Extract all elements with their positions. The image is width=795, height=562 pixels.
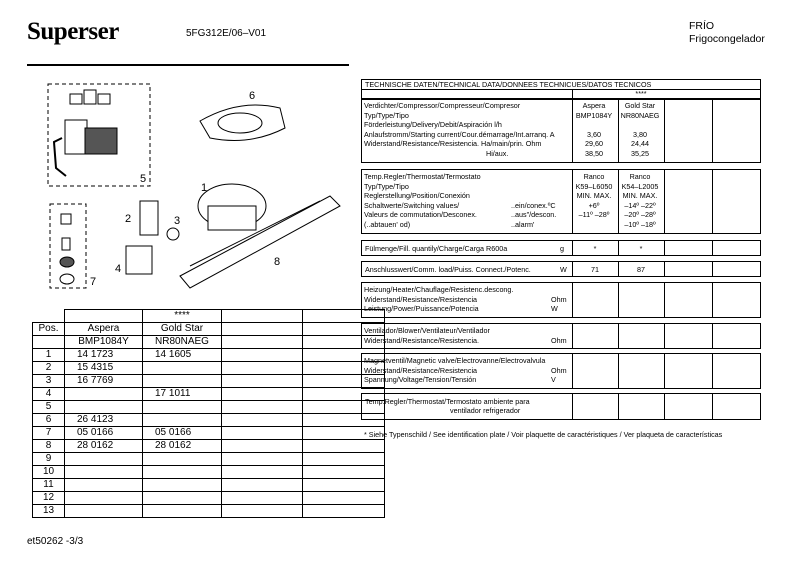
empty-cell	[303, 492, 385, 505]
empty-cell	[222, 375, 303, 388]
pos-header: Pos.	[33, 323, 65, 336]
empty-cell	[222, 414, 303, 427]
relay-part	[65, 120, 87, 154]
label-3: 3	[174, 215, 181, 227]
fill-unit: g	[560, 244, 564, 253]
tech-fill-box	[361, 240, 761, 256]
compressor-label: Hi/aux.	[486, 149, 509, 158]
thermostat-value-b: Ranco	[629, 172, 651, 181]
label-8: 8	[274, 256, 281, 268]
valve-label: Widerstand/Resistance/Resistencia	[364, 365, 478, 375]
parts-row	[33, 492, 385, 505]
category-secondary: Frigocongelador	[689, 33, 765, 45]
part-number-b: 17 1011	[143, 388, 222, 401]
heater-unit: W	[551, 304, 558, 314]
part-number-b	[143, 505, 222, 518]
header-rule	[27, 64, 349, 66]
thermostat-value-b: –14º –22º	[624, 200, 656, 210]
thermostat-switch-label: ..alarm'	[511, 220, 535, 229]
thermostat-value-a: Ranco	[583, 172, 605, 181]
fan-label: Widerstand/Resistance/Resistencia.	[364, 335, 480, 345]
tech-fridge-thermostat-box	[361, 393, 761, 420]
part-number-a: 05 0166	[65, 427, 143, 440]
parts-row	[33, 505, 385, 518]
screw-part	[61, 214, 71, 224]
compressor-value-b: 24,44	[631, 139, 649, 149]
part-number-b	[143, 401, 222, 414]
part-number-b: 28 0162	[143, 440, 222, 453]
pos-cell: 3	[33, 375, 65, 388]
parts-list-table	[32, 309, 385, 518]
compressor-label: Förderleistung/Delivery/Debit/Aspiración l/h	[364, 120, 502, 130]
relay-part	[85, 128, 117, 154]
load-value-a: 71	[591, 265, 599, 274]
valve-unit: V	[551, 375, 556, 385]
load-label: Anschlusswert/Comm. load/Puiss. Connect./Potenc.	[365, 265, 531, 274]
brand-logo: Superser	[27, 18, 119, 45]
compressor-label: Widerstand/Resistance/Resistencia. Ha/main/prin. Ohm	[364, 139, 542, 149]
part-number-a	[65, 401, 143, 414]
thermostat-label: Temp.Regler/Thermostat/Termostato	[364, 172, 481, 181]
parts-row	[33, 466, 385, 479]
part-number-b	[143, 414, 222, 427]
thermostat-value-a: MIN. MAX.	[576, 191, 612, 201]
connector-part	[70, 94, 82, 104]
thermostat-label: Valeurs de commutation/Desconex.	[364, 210, 477, 220]
empty-cell	[303, 440, 385, 453]
part-number-a	[65, 479, 143, 492]
pos-cell: 2	[33, 362, 65, 375]
part-number-b	[143, 466, 222, 479]
parts-row	[33, 414, 385, 427]
parts-row	[33, 349, 385, 362]
thermostat-label: (..abtauen' od)	[364, 220, 411, 229]
cover-part-6	[200, 105, 285, 140]
pos-cell: 6	[33, 414, 65, 427]
part-number-b	[143, 479, 222, 492]
category-primary: FRÍO	[689, 20, 715, 32]
parts-row	[33, 427, 385, 440]
thermostat-label: Typ/Type/Tipo	[364, 181, 409, 191]
heater-unit: Ohm	[551, 294, 567, 304]
pos-cell: 4	[33, 388, 65, 401]
model-a-header: BMP1084Y	[65, 336, 143, 349]
load-unit: W	[560, 265, 567, 274]
empty-cell	[303, 453, 385, 466]
compressor-value-b: Gold Star	[624, 101, 656, 110]
thermostat-label: Schaltwerte/Switching values/	[364, 200, 460, 210]
thermostat-value-b: K54–L2005	[621, 181, 659, 191]
thermostat-label: Reglerstellung/Position/Conexión	[364, 191, 470, 201]
thermostat-value-b: –20º –28º	[624, 210, 656, 220]
tech-title-box	[361, 79, 761, 99]
part-number-a	[65, 453, 143, 466]
grommet-part	[62, 238, 70, 250]
parts-row	[33, 375, 385, 388]
label-7: 7	[90, 276, 97, 288]
thermostat-value-b: MIN. MAX.	[622, 191, 658, 201]
empty-cell	[222, 479, 303, 492]
thermostat-value-a: K59–L6050	[575, 181, 613, 191]
group-box-7	[50, 204, 86, 288]
pos-cell: 13	[33, 505, 65, 518]
parts-row	[33, 362, 385, 375]
part-number-a: 15 4315	[65, 362, 143, 375]
fan-label: Ventilador/Blower/Ventilateur/Ventilador	[364, 326, 490, 335]
compressor-label: Verdichter/Compressor/Compresseur/Compresor	[364, 101, 521, 110]
stars-header: ****	[143, 310, 222, 323]
pos-cell: 11	[33, 479, 65, 492]
parts-row	[33, 388, 385, 401]
fridge-thermo-label-2: ventilador refrigerador	[450, 406, 521, 415]
empty-cell	[222, 427, 303, 440]
empty-cell	[222, 362, 303, 375]
part-number-b	[143, 375, 222, 388]
thermostat-value-a: –11º –28º	[578, 210, 610, 220]
part-number-a: 26 4123	[65, 414, 143, 427]
part-number-a	[65, 492, 143, 505]
empty-cell	[222, 466, 303, 479]
label-1: 1	[201, 182, 208, 194]
pos-cell: 10	[33, 466, 65, 479]
pos-cell: 7	[33, 427, 65, 440]
fridge-thermo-label-1: Temp.Regler/Thermostat/Termostato ambiente para	[365, 397, 530, 406]
fill-label: Fülmenge/Fill. quantily/Charge/Carga R600a	[365, 244, 508, 253]
empty-cell	[222, 492, 303, 505]
empty-cell	[222, 453, 303, 466]
part-number-b	[143, 362, 222, 375]
heater-label: Heizung/Heater/Chauflage/Resistenc.descong.	[364, 285, 514, 294]
part-number-b	[143, 492, 222, 505]
compressor-value-b: 3,80	[633, 129, 647, 139]
load-value-b: 87	[637, 265, 645, 274]
empty-cell	[222, 349, 303, 362]
label-2: 2	[125, 213, 132, 225]
fan-unit: Ohm	[551, 335, 567, 345]
heater-label: Widerstand/Resistance/Resistencia	[364, 294, 478, 304]
tech-title: TECHNISCHE DATEN/TECHNICAL DATA/DONNEES TECHNICUES/DATOS TECNICOS	[365, 80, 652, 89]
tech-load-box	[361, 261, 761, 277]
part-number-b	[143, 453, 222, 466]
brand-a-header: Aspera	[65, 323, 143, 336]
connector-part	[84, 90, 96, 104]
part-number-a	[65, 505, 143, 518]
thermostat-switch-label: ..ein/conex.ºC	[511, 200, 556, 210]
thermostat-switch-label: ..aus"/descon.	[511, 210, 557, 220]
pos-cell: 12	[33, 492, 65, 505]
parts-row	[33, 401, 385, 414]
starter-part-4	[126, 246, 152, 274]
tech-stars: ****	[635, 89, 647, 98]
compressor-value-a: 29,60	[585, 139, 603, 149]
compressor-base	[208, 206, 256, 230]
identification-note: * Siehe Typenschild / See identification plate / Voir plaquette de caractéristiques / Ver plaqueta de características	[364, 430, 723, 439]
compressor-value-a: 3,60	[587, 129, 601, 139]
part-number-a: 28 0162	[65, 440, 143, 453]
compressor-value-b: 35,25	[631, 149, 649, 158]
parts-row	[33, 479, 385, 492]
part-number-a	[65, 466, 143, 479]
compressor-label: Typ/Type/Tipo	[364, 110, 409, 120]
pos-cell: 9	[33, 453, 65, 466]
clip-part-3	[167, 228, 179, 240]
part-number-b: 14 1605	[143, 349, 222, 362]
connector-part	[98, 94, 110, 104]
pos-cell: 1	[33, 349, 65, 362]
empty-cell	[303, 479, 385, 492]
valve-unit: Ohm	[551, 365, 567, 375]
fill-value-a: *	[593, 244, 597, 253]
fill-value-b: *	[639, 244, 643, 253]
compressor-value-a: 38,50	[585, 149, 603, 158]
empty-cell	[222, 505, 303, 518]
bushing-part	[60, 257, 74, 267]
page-reference: et50262 -3/3	[27, 536, 84, 547]
pos-cell: 5	[33, 401, 65, 414]
part-number-a: 14 1723	[65, 349, 143, 362]
empty-cell	[222, 388, 303, 401]
empty-cell	[222, 401, 303, 414]
label-5: 5	[140, 173, 147, 185]
compressor-value-a: BMP1084Y	[575, 110, 613, 120]
parts-row	[33, 453, 385, 466]
parts-row	[33, 440, 385, 453]
parts-diagram	[40, 76, 350, 296]
label-4: 4	[115, 263, 122, 275]
model-number: 5FG312E/06–V01	[186, 28, 267, 39]
compressor-value-b: NR80NAEG	[620, 110, 660, 120]
part-number-a: 16 7769	[65, 375, 143, 388]
empty-cell	[303, 505, 385, 518]
compressor-label: Anlaufstromm/Starting current/Cour.démarrage/Int.arranq. A	[364, 129, 555, 139]
heater-label: Leistung/Power/Puissance/Potencia	[364, 304, 479, 314]
brand-b-header: Gold Star	[143, 323, 222, 336]
part-number-b: 05 0166	[143, 427, 222, 440]
compressor-value-a: Aspera	[582, 101, 606, 110]
valve-label: Magnetventil/Magnetic valve/Electrovanne/Electrovalvula	[364, 356, 546, 365]
pos-cell: 8	[33, 440, 65, 453]
label-6: 6	[249, 90, 256, 102]
washer-part	[60, 274, 74, 284]
relay-part-2	[140, 201, 158, 235]
thermostat-value-b: –10º –18º	[624, 220, 656, 229]
part-number-a	[65, 388, 143, 401]
empty-cell	[222, 440, 303, 453]
thermostat-value-a: +6º	[588, 200, 600, 210]
valve-label: Spannung/Voltage/Tension/Tensión	[364, 375, 477, 385]
empty-cell	[303, 466, 385, 479]
model-b-header: NR80NAEG	[143, 336, 222, 349]
wire-clip	[54, 138, 66, 176]
